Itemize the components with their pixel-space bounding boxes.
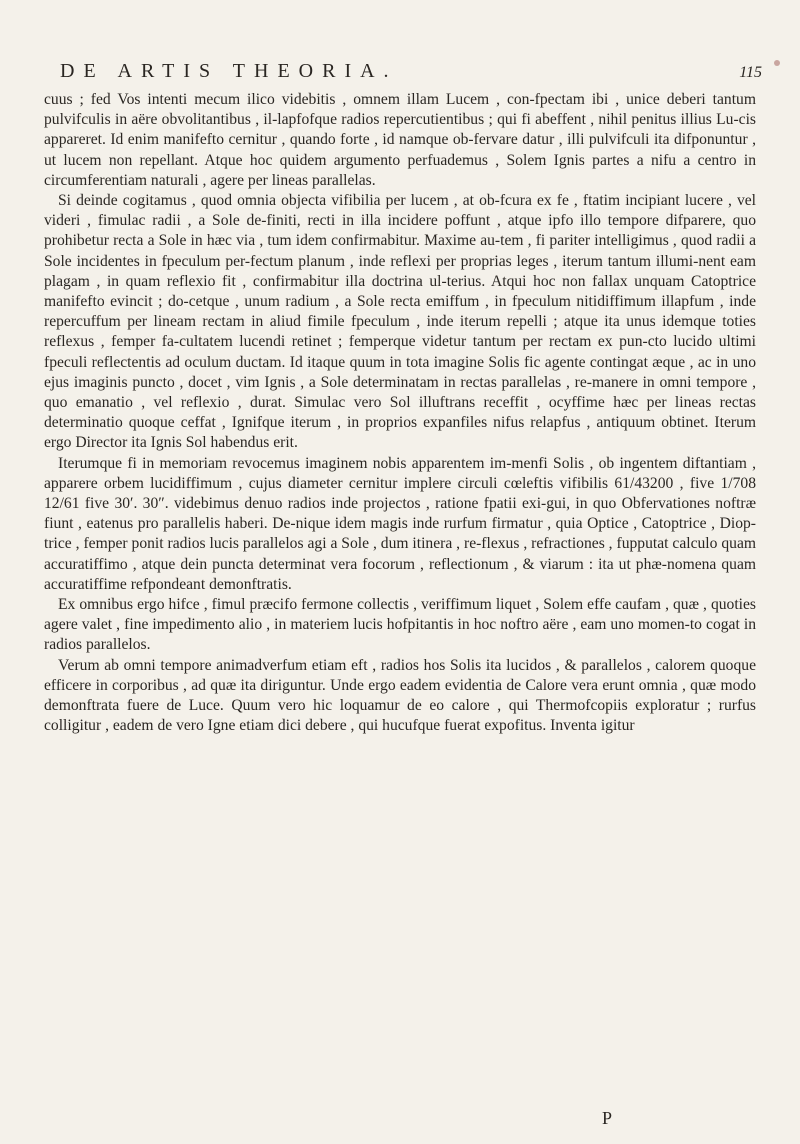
paragraph-5: Verum ab omni tempore animadverfum etiam eft , radios hos Solis ita lucidos , & parallelos , calorem quoque efficere in corporibus , ad quæ ita diriguntur. Unde ergo eadem evidentia de Calore vera erunt omnia , quæ modo demonftrata fuere de Luce. Quum vero hic loquamur de eo calore , qui Thermofcopiis exploratur ; rurfus colligitur , eadem de vero Igne etiam dici debere , qui hucufque fuerat expofitus. Inventa igitur: [44, 656, 756, 735]
paragraph-1: cuus ; fed Vos intenti mecum ilico videbitis , omnem illam Lucem , con-fpectam ibi , unice deberi tantum pulvifculis in aëre obvolitantibus , il-lapfofque radios repercutientibus ; qui fi abeffent , nihil penitus illius Lu-cis appareret. Id enim manifefto cernitur , quando forte , id namque ob-fervare datur , illi pulvifculi ita difponuntur , ut lucem non repellant. Atque hoc quidem argumento perfuademus , Solem Ignis partes a nifu a centro in circumferentiam naturali , agere per lineas parallelas.: [44, 91, 756, 189]
signature-mark: P: [601, 1108, 612, 1128]
page-header: [60, 60, 762, 90]
page-number: 115: [739, 64, 762, 81]
paragraph-2: Si deinde cogitamus , quod omnia objecta vifibilia per lucem , at ob-fcura ex fe , ftatim incipiant lucere , vel videri , fimulac radii , a Sole de-finiti, recti in illa incidere poffunt , atque ipfo illo tempore difparere, quo prohibetur recta a Sole in hæc via , tum idem confirmabitur. Maxime au-tem , fi pariter intelligimus , quod radii a Sole incidentes in fpeculum per-fectum planum , inde reflexi per proprias leges , iterum tantum illumi-nent eam plagam , in quam reflexio fit , confirmabitur illa doctrina ul-terius. Atqui hoc non fallax unquam Catoptrice manifefto evincit ; do-cetque , unum radium , a Sole recta emiffum , in fpeculum nitidiffimum illapfum , inde repercuffum per lineam rectam in aliud fimile fpeculum , inde iterum repelli ; atque ita unus idemque toties reflexus , femper fa-cultatem lucendi retinet ; femperque videtur tantum per rectam ex pun-cto lucido ultimi fpeculi reflectentis ad oculum ductam. Id itaque quum in tota imagine Solis fic agente contingat æque , ac in uno ejus imaginis puncto , docet , vim Ignis , a Sole determinatam in rectas parallelas , re-manere in omni tempore , quo emanatio , vel reflexio , durat. Simulac vero Sol illuftrans receffit , ocyffime hæc per lineas rectas determinatio quoque ceffat , Ignifque iterum , in proprios expanfiles nifus relapfus , antiquum obtinet. Iterum ergo Director ita Ignis Sol habendus erit.: [44, 192, 756, 452]
page-stain: [774, 60, 780, 66]
running-head: DE ARTIS THEORIA.: [60, 60, 398, 82]
paragraph-4: Ex omnibus ergo hifce , fimul præcifo fermone collectis , veriffimum liquet , Solem effe caufam , quæ , quoties agere valet , fine impedimento alio , in materiem lucis hofpitantis in hoc noftro aëre , eam uno momen-to cogat in radios parallelos.: [44, 596, 756, 654]
body-text: [44, 90, 756, 737]
paragraph-3: Iterumque fi in memoriam revocemus imaginem nobis apparentem im-menfi Solis , ob ingentem diftantiam , apparere orbem lucidiffimum , cujus diameter cernitur implere circuli cœleftis vifibilis 61/43200 , five 1/708 12/61 five 30′. 30″. videbimus denuo radios inde projectos , ratione fpatii exi-gui, in quo Obfervationes noftræ fiunt , eatenus pro parallelis haberi. De-nique idem magis inde rurfum firmatur , quia Optice , Catoptrice , Diop-trice , femper ponit radios lucis parallelos agi a Sole , dum itinera , re-flexus , refractiones , fupputat calculo quam accuratiffimo , atque dein puncta determinat vera focorum , reflectionum , & viarum : ita ut phæ-nomena quam accuratiffime refpondeant demonftratis.: [44, 454, 756, 593]
